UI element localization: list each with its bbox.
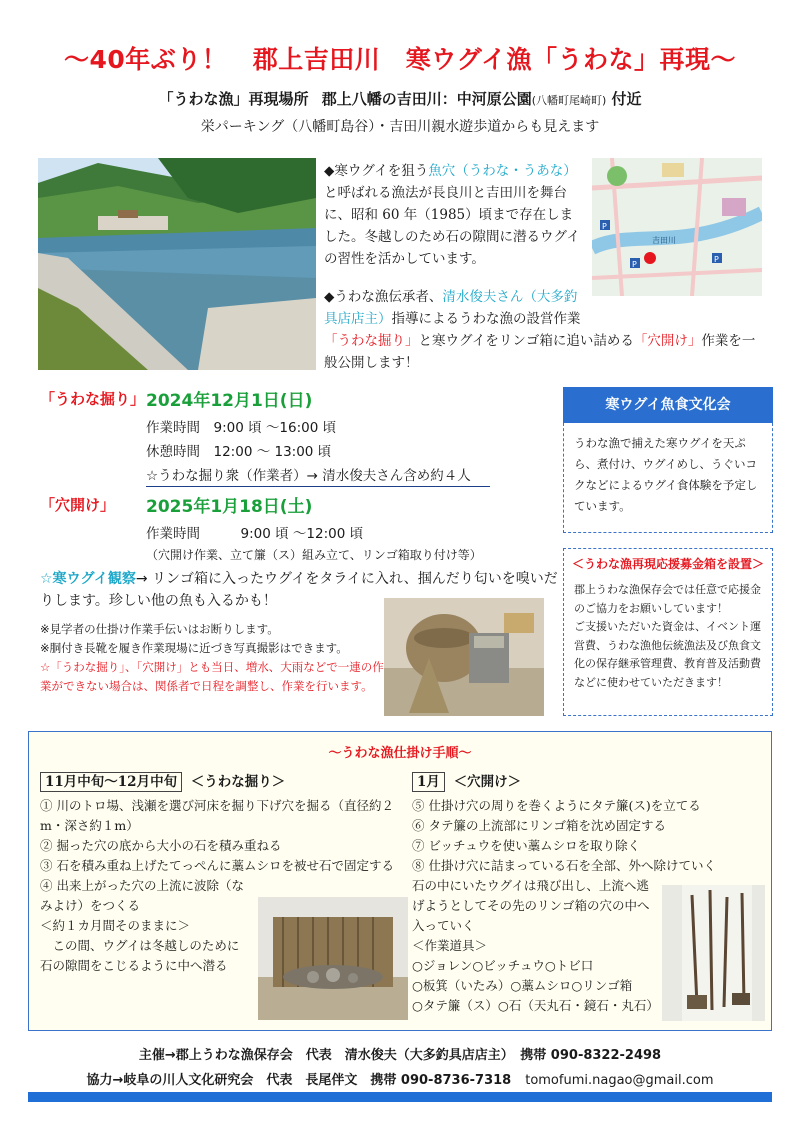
parking-icon <box>712 253 722 264</box>
step-item: ③ 石を積み重ね上げたてっぺんに藁ムシロを被せ石で固定する <box>40 858 394 873</box>
location-suffix: 付近 <box>611 90 642 108</box>
parking-icon <box>600 220 610 231</box>
tools-line: ○ジョレン○ビッチュウ○トビ口 <box>412 958 594 973</box>
step-item: ⑥ タテ簾の上流部にリンゴ箱を沈め固定する <box>412 818 666 833</box>
step-item: ⑧ 仕掛け穴に詰まっている石を全部、外へ除けていく <box>412 858 716 873</box>
intro-text: と呼ばれる漁法が長良川と吉田川を舞台に、昭和 60 年（1985）頃まで存在しました。冬越しのため石の隙間に潜るウグイの習性を活かしています。 <box>324 185 580 267</box>
fund-box-title: ＜うわな漁再現応援募金箱を設置＞ <box>571 557 764 571</box>
step-item: ② 掘った穴の底から大小の石を積み重ねる <box>40 838 282 853</box>
note-3: ☆「うわな掘り」、「穴開け」とも当日、増水、大雨などで一連の作業ができない場合は、関係者で日程を調整し、作業を行います。 <box>40 660 384 693</box>
intro-text: ◆寒ウグイを狙う <box>324 163 429 179</box>
intro-text: 作業を一般公開します！ <box>324 333 756 371</box>
note-2: ※胴付き長靴を履き作業現場に近づき写真撮影はできます。 <box>40 641 348 655</box>
step-item: ⑦ ビッチュウを使い藁ムシロを取り除く <box>412 838 641 853</box>
event2-detail: （穴開け作業、立て簾（ス）組み立て、リンゴ箱取り付け等） <box>146 548 482 562</box>
coop-text: 協力→岐阜の川人文化研究会 代表 長尾伴文 携帯 090-8736-7318 <box>86 1073 512 1088</box>
intro-text: と寒ウグイをリンゴ箱に追い詰める <box>418 333 634 349</box>
fund-text-2: ご支援いただいた資金は、イベント運営費、うわな漁他伝統漁法及び魚食文化の保存継承管理費、教育普及活動費などに使わせていただきます！ <box>574 620 761 689</box>
event1-label: 「うわな掘り」 <box>40 390 146 408</box>
notes <box>40 620 390 696</box>
wave-break-photo <box>258 897 408 1020</box>
step-item: ① 川のトロ場、浅瀬を選び河床を掘り下げ穴を掘る（直径約２m・深さ約１m） <box>40 798 394 833</box>
svg-text:P: P <box>714 255 719 264</box>
period-tag: 11月中旬～12月中旬 <box>40 772 182 792</box>
steps-left-heading <box>40 770 285 790</box>
bottom-bar <box>28 1092 772 1102</box>
location-label: 「うわな漁」再現場所 <box>158 90 309 108</box>
location-value: 郡上八幡の吉田川：中河原公園 <box>321 90 532 108</box>
uwana-term: 魚穴（うわな・うあな） <box>428 163 577 179</box>
svg-text:P: P <box>632 260 637 269</box>
phase-name: ＜うわな掘り＞ <box>190 774 286 790</box>
observation-label: ☆寒ウグイ観察 <box>40 571 136 587</box>
intro-paragraph-2 <box>324 286 764 374</box>
parking-icon <box>630 258 640 269</box>
fund-box <box>563 548 773 716</box>
period-tag: 1月 <box>412 772 445 792</box>
master-name: 清水俊夫さん（大多釣具店店主） <box>324 289 578 327</box>
intro-text: ◆うわな漁伝承者、 <box>324 289 443 305</box>
visibility-line: 栄パーキング（八幡町島谷）・吉田川親水遊歩道からも見えます <box>200 119 600 135</box>
svg-text:P: P <box>602 222 607 231</box>
event1-rest-hours: 休憩時間 12:00 ～ 13:00 頃 <box>146 444 332 460</box>
observation-desc: → リンゴ箱に入ったウグイをタライに入れ、掴んだり匂いを嗅いだりします。珍しい他の魚も入るかも！ <box>40 571 558 609</box>
steps-title: ～うわな漁仕掛け手順～ <box>328 746 472 761</box>
intro-text: 指導によるうわな漁の設営作業 <box>391 311 581 327</box>
intro-paragraph <box>324 160 586 270</box>
tools-line: ○板箕（いたみ）○藁ムシロ○リンゴ箱 <box>412 978 633 993</box>
step-item: ⑤ 仕掛け穴の周りを巻くようにタテ簾(ス)を立てる <box>412 798 701 813</box>
contact-email[interactable]: tomofumi.nagao@gmail.com <box>525 1073 714 1088</box>
event-name: 「うわな掘り」 <box>324 333 419 349</box>
step-note: この間、ウグイは冬越しのために石の隙間をこじるように中へ潜る <box>40 938 240 973</box>
steps-right-heading <box>412 770 521 790</box>
step-item: ④ 出来上がった穴の上流に波除（なみよけ）をつくる <box>40 878 244 913</box>
culture-box-title: 寒ウグイ魚食文化会 <box>563 387 773 423</box>
step-note: 石の中にいたウグイは飛び出し、上流へ逃げようとしてその先のリンゴ箱の穴の中へ入っていく <box>412 878 650 933</box>
area-map <box>592 158 762 296</box>
river-photo <box>38 158 316 370</box>
event2-date: 2025年1月18日(土) <box>146 497 313 517</box>
fund-text-1: 郡上うわな漁保存会では任意で応援金のご協力をお願いしています！ <box>574 583 761 615</box>
step-note: ＜約１カ月間そのままに＞ <box>40 918 191 933</box>
tools-heading: ＜作業道具＞ <box>412 938 488 953</box>
location-line <box>0 88 800 109</box>
event1-work-hours: 作業時間 9:00 頃 ～16:00 頃 <box>146 420 337 436</box>
event-name: 「穴開け」 <box>633 333 702 349</box>
phase-name: ＜穴開け＞ <box>453 774 522 790</box>
event1-crew: ☆うわな掘り衆（作業者）→ 清水俊夫さん含め約４人 <box>146 464 490 487</box>
trap-photo <box>384 598 544 716</box>
map-river-label: 吉田川 <box>652 236 676 245</box>
culture-box-text: うわな漁で捕えた寒ウグイを天ぷら、煮付け、ウグイめし、うぐいコクなどによるウグイ食体験を予定しています。 <box>563 423 773 533</box>
event-location-marker <box>644 252 656 264</box>
event1-date: 2024年12月1日(日) <box>146 391 313 411</box>
tools-line: ○タテ簾（ス）○石（天丸石・鏡石・丸石） <box>412 998 659 1013</box>
note-1: ※見学者の仕掛け作業手伝いはお断りします。 <box>40 622 279 636</box>
host-info: 主催→郡上うわな漁保存会 代表 清水俊夫（大多釣具店店主） 携帯 090-8322-2498 <box>138 1048 662 1063</box>
location-note: (八幡町尾崎町) <box>531 94 607 107</box>
page-title: ～40年ぶり！ 郡上吉田川 寒ウグイ漁「うわな」再現～ <box>63 45 737 74</box>
tools-photo <box>662 885 765 1021</box>
event2-work-hours: 作業時間 9:00 頃 ～12:00 頃 <box>146 526 364 542</box>
cooperation-info <box>0 1069 800 1088</box>
event2-label: 「穴開け」 <box>40 496 116 514</box>
